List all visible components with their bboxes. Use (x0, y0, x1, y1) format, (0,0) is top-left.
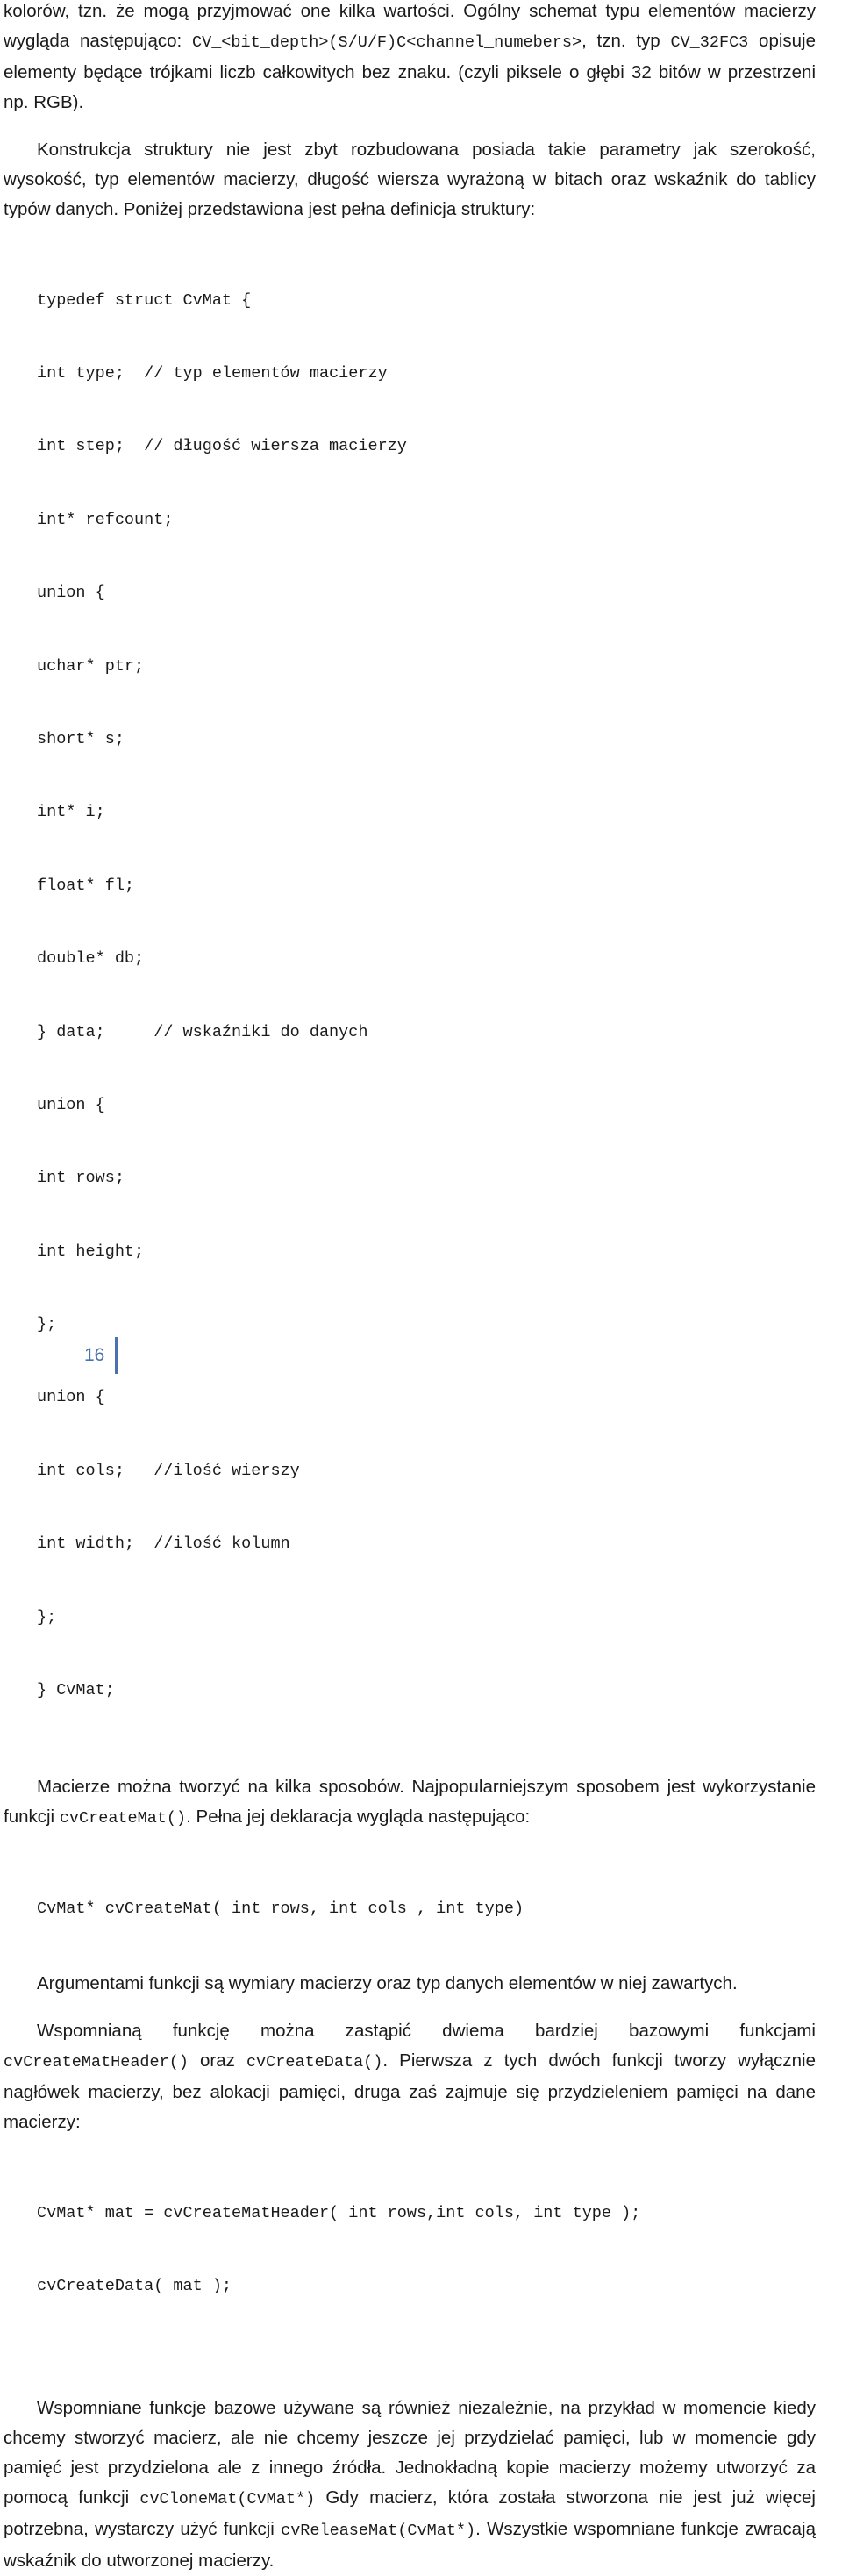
code-line: int* i; (37, 803, 105, 822)
text: . Wszystkie wspomniane funkcje zwracają wskaźnik do utworzonej macierzy. (4, 2518, 816, 2571)
text: . Pełna jej deklaracja wygląda następująco: (186, 1807, 531, 1828)
code-line: CvMat* cvCreateMat( int rows, int cols , int type) (37, 1900, 524, 1918)
paragraph-clone-release (4, 2394, 816, 2576)
code-line: typedef struct CvMat { (37, 290, 252, 310)
code-line: union { (37, 583, 105, 603)
text: kolorów, tzn. że mogą przyjmować one kilka wartości. Ogólny schemat typu elementów macierzy wygląda następująco: (4, 1, 816, 51)
paragraph-matrix-type (4, 0, 816, 118)
text: . Pierwsza z tych dwóch funkcji tworzy wyłącznie nagłówek macierzy, bez alokacji pamięci, druga zaś zajmuje się przydzieleniem pamięci na dane macierzy: (4, 2050, 816, 2133)
text: opisuje elementy będące trójkami liczb całkowitych bez znaku. (czyli piksele o głębi 32 bitów w przestrzeni np. RGB). (4, 31, 817, 112)
text: Gdy macierz, która została stworzona nie jest już więcej potrzebna, wystarczy użyć funkcji (4, 2487, 816, 2539)
code-line: int height; (37, 1241, 145, 1261)
code-line: union { (37, 1388, 105, 1407)
text: Wspomnianą funkcję można zastąpić dwiema bardziej bazowymi funkcjami (37, 2021, 816, 2042)
code-line: } CvMat; (37, 1681, 115, 1700)
inline-code: cvCloneMat(CvMat*) (139, 2489, 316, 2508)
document-page (4, 0, 816, 2576)
code-line: int rows; (37, 1169, 125, 1188)
page-number-accent-bar (115, 1337, 118, 1374)
code-line: union { (37, 1095, 105, 1114)
page-number: 16 (84, 1345, 105, 1365)
text: Macierze można tworzyć na kilka sposobów. Najpopularniejszym sposobem jest wykorzystanie funkcji (4, 1777, 816, 1828)
inline-code: CV_32FC3 (670, 33, 749, 52)
page-footer (84, 1338, 118, 1373)
code-line: int cols; //ilość wierszy (37, 1461, 300, 1480)
code-block-header (4, 2152, 816, 2347)
code-line: short* s; (37, 729, 125, 748)
code-line: uchar* ptr; (37, 656, 145, 676)
code-line: cvCreateData( mat ); (37, 2277, 232, 2296)
paragraph-arguments: Argumentami funkcji są wymiary macierzy oraz typ danych elementów w niej zawartych. (37, 1973, 738, 1994)
code-block-create (4, 1848, 816, 1970)
code-line: int width; //ilość kolumn (37, 1535, 290, 1554)
code-line: int step; // długość wiersza macierzy (37, 437, 407, 456)
paragraph-base-functions (4, 2016, 816, 2137)
code-line: } data; // wskaźniki do danych (37, 1022, 368, 1041)
code-line: int* refcount; (37, 510, 174, 529)
inline-code: CV_<bit_depth>(S/U/F)C<channel_numebers> (192, 33, 582, 52)
inline-code: cvCreateMatHeader() (4, 2053, 189, 2072)
paragraph-struct-intro: Konstrukcja struktury nie jest zbyt rozbudowana posiada takie parametry jak szerokość, wysokość, typ elementów macierzy, długość wiersza wyrażoną w bitach oraz wskaźnik do tablicy typów danych. Poniżej przedstawiona jest pełna definicja struktury: (4, 140, 816, 219)
code-line: int type; // typ elementów macierzy (37, 363, 388, 383)
inline-code: cvCreateMat() (59, 1809, 187, 1828)
code-line: }; (37, 1607, 57, 1627)
code-line: double* db; (37, 949, 145, 969)
code-line: }; (37, 1315, 57, 1335)
paragraph-create-methods (4, 1772, 816, 1834)
text: oraz (188, 2050, 246, 2072)
text: Wspomniane funkcje bazowe używane są również niezależnie, na przykład w momencie kiedy chcemy stworzyć macierz, ale nie chcemy jeszcze jej przydzielać pamięci, lub w momencie gdy pamięć jest przydzielona ale z innego źródła. Jednokładną kopie macierzy możemy utworzyć za pomocą funkcji (4, 2397, 816, 2508)
inline-code: cvCreateData() (246, 2053, 383, 2072)
text: , tzn. typ (582, 31, 671, 51)
inline-code: cvReleaseMat(CvMat*) (281, 2521, 476, 2540)
code-block-struct (4, 240, 816, 1751)
code-line: float* fl; (37, 876, 135, 895)
code-line: CvMat* mat = cvCreateMatHeader( int rows,int cols, int type ); (37, 2203, 641, 2222)
